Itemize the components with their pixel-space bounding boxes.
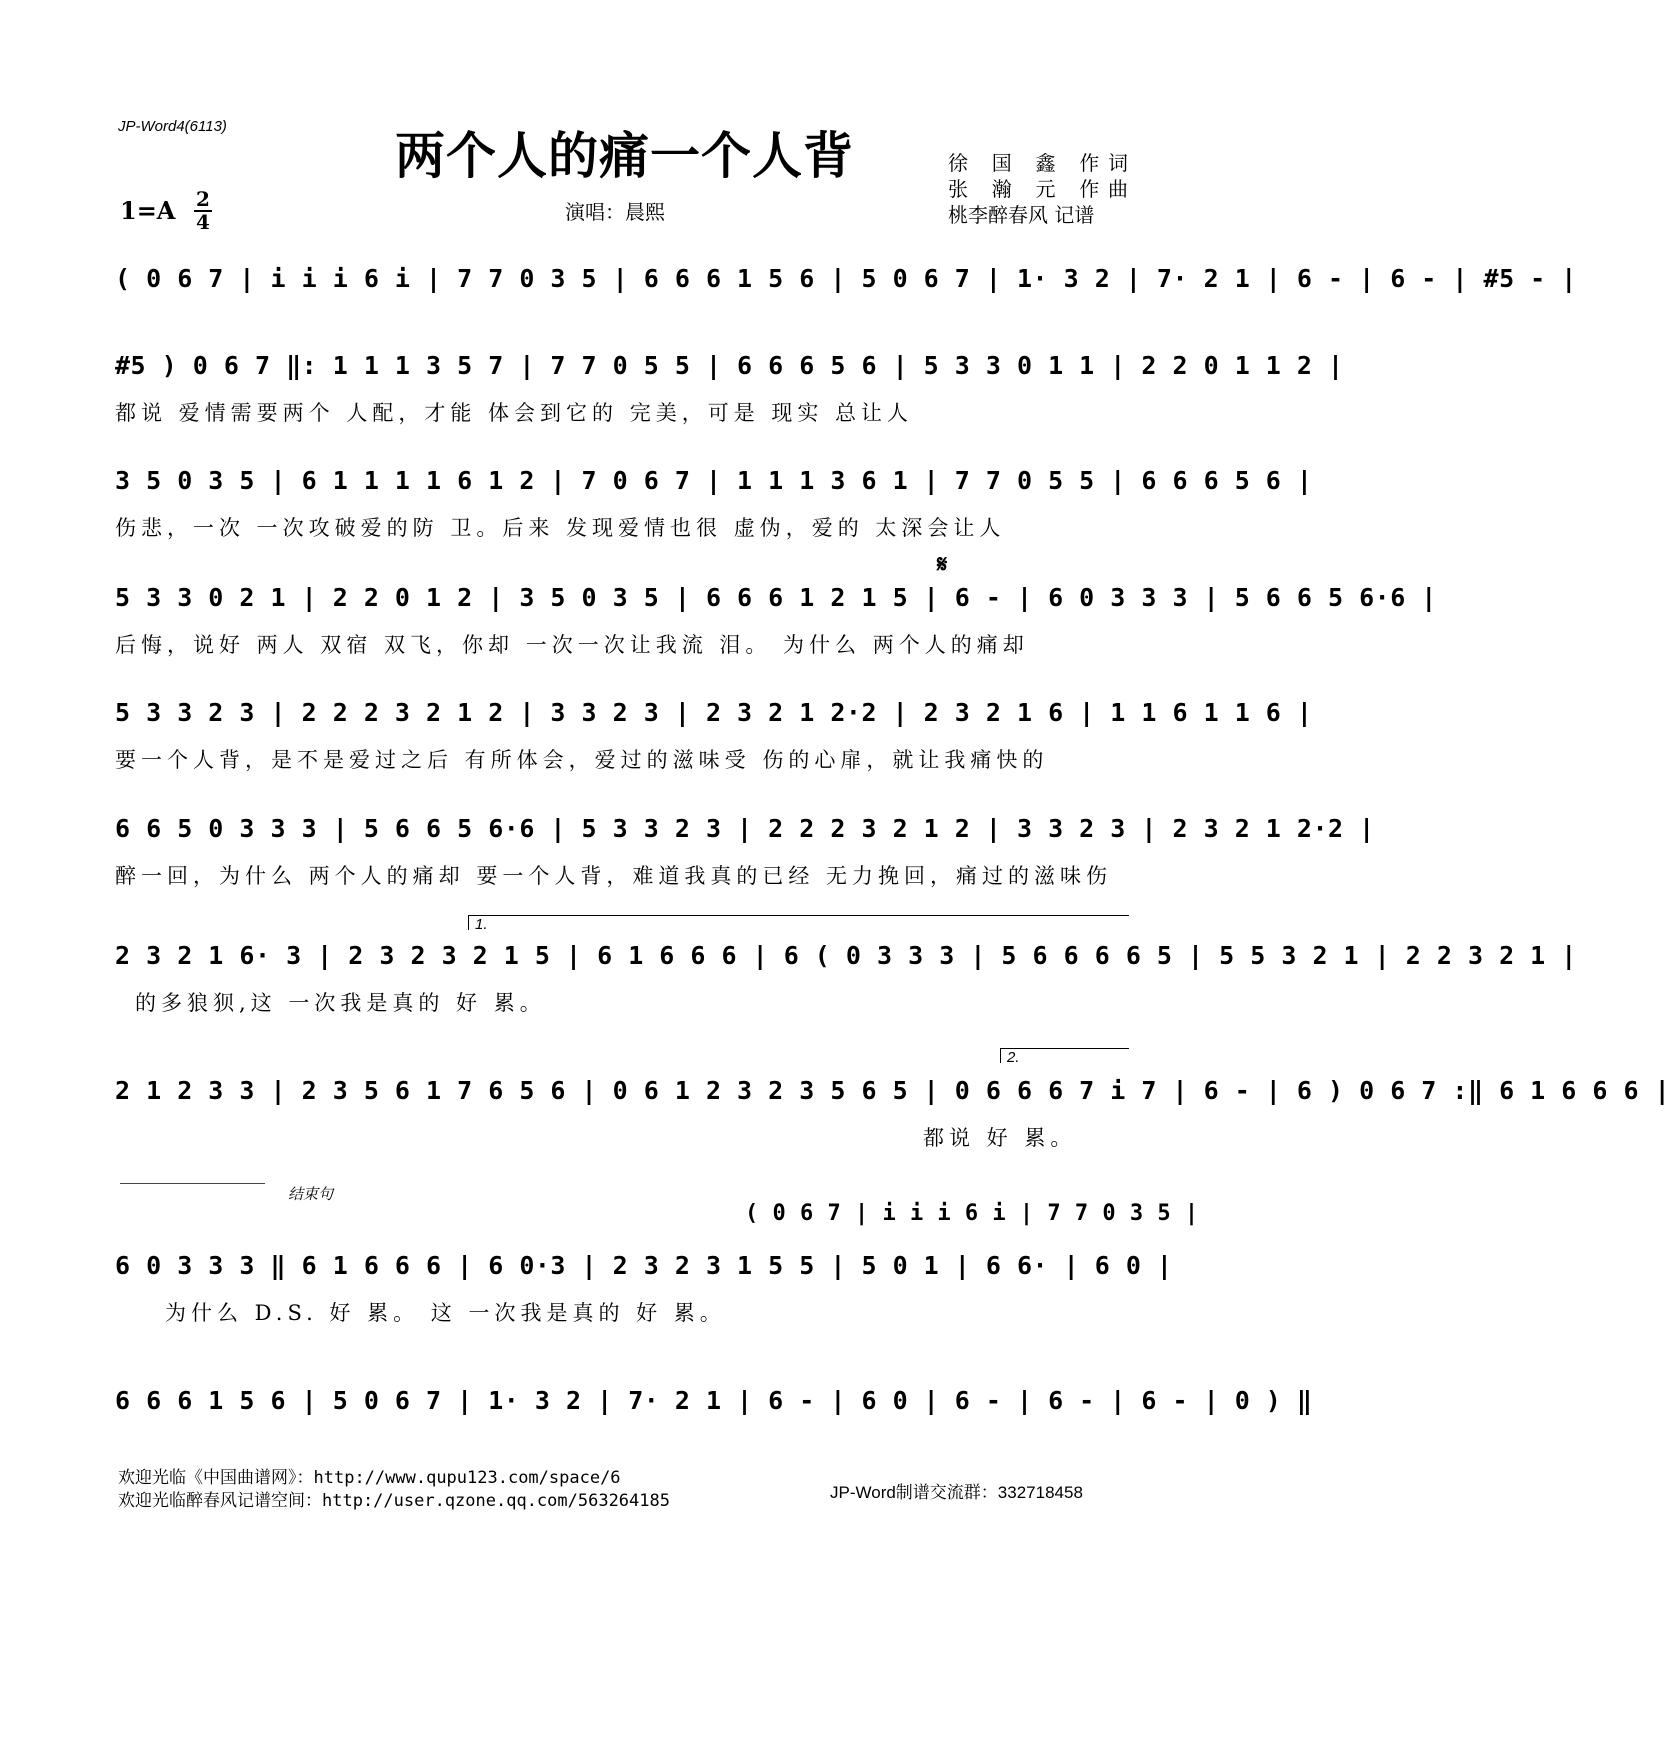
notation-line: #5 ) 0 6 7 ‖: 1 1 1 3 5 7 | 7 7 0 5 5 | 6 6 6 5 6 | 5 3 3 0 1 1 | 2 2 0 1 1 2 | <box>115 351 1344 380</box>
score-system-4 <box>115 577 1437 662</box>
score-system-3 <box>115 460 1313 545</box>
key-signature: 1=A <box>120 196 176 225</box>
song-title: 两个人的痛一个人背 <box>395 126 854 185</box>
lyrics-line: 都说 爱情需要两个 人配，才能 体会到它的 完美，可是 现实 总让人 <box>115 401 914 425</box>
volta-label-1: 1. <box>475 916 488 933</box>
score-system-10 <box>115 1245 1173 1330</box>
coda-divider <box>120 1183 265 1184</box>
notation-line: 6 6 5 0 3 3 3 | 5 6 6 5 6·6 | 5 3 3 2 3 | 2 2 2 3 2 1 2 | 3 3 2 3 | 2 3 2 1 2·2 | <box>115 814 1375 843</box>
score-system-11 <box>115 1380 1313 1423</box>
lyrics-line: 后悔，说好 两人 双宿 双飞，你却 一次一次让我流 泪。 为什么 两个人的痛却 <box>115 633 1029 657</box>
score-system-5 <box>115 692 1313 777</box>
score-system-1 <box>115 258 1577 301</box>
ending-section-label: 结束句 <box>288 1186 334 1203</box>
footer-group: JP-Word制谱交流群：332718458 <box>830 1483 1083 1502</box>
notation-line: 6 0 3 3 3 ‖ 6 1 6 6 6 | 6 0·3 | 2 3 2 3 1 5 5 | 5 0 1 | 6 6· | 6 0 | <box>115 1251 1173 1280</box>
software-tag: JP-Word4(6113) <box>118 118 227 135</box>
lyrics-line: 醉一回，为什么 两个人的痛却 要一个人背，难道我真的已经 无力挽回，痛过的滋味伤 <box>115 864 1113 888</box>
notation-line: 3 5 0 3 5 | 6 1 1 1 1 6 1 2 | 7 0 6 7 | 1 1 1 3 6 1 | 7 7 0 5 5 | 6 6 6 5 6 | <box>115 466 1313 495</box>
transcriber-credit: 桃李醉春风 记谱 <box>948 203 1095 227</box>
lyricist-credit: 徐 国 鑫 作词 <box>948 151 1128 175</box>
notation-line: 5 3 3 2 3 | 2 2 2 3 2 1 2 | 3 3 2 3 | 2 3 2 1 2·2 | 2 3 2 1 6 | 1 1 6 1 1 6 | <box>115 698 1313 727</box>
lyrics-line: 伤悲，一次 一次攻破爱的防 卫。后来 发现爱情也很 虚伪，爱的 太深会让人 <box>115 516 1006 540</box>
volta-label-2: 2. <box>1007 1049 1020 1066</box>
time-signature <box>192 187 214 234</box>
score-system-2 <box>115 345 1344 430</box>
lyrics-line: 都说 好 累。 <box>923 1126 1077 1150</box>
volta-bracket-1 <box>468 915 1129 933</box>
notation-line: ( 0 6 7 | i i i 6 i | 7 7 0 3 5 | 6 6 6 1 5 6 | 5 0 6 7 | 1· 3 2 | 7· 2 1 | 6 - | 6 - | #5 - | <box>115 264 1577 293</box>
time-sig-bottom: 4 <box>196 210 210 234</box>
performer: 演唱：晨熙 <box>565 200 665 224</box>
notation-line: ( 0 6 7 | i i i 6 i | 7 7 0 3 5 | <box>745 1201 1199 1226</box>
lyrics-line: 的多狼狈,这 一次我是真的 好 累。 <box>135 991 546 1015</box>
segno-sign: 𝄋 <box>937 550 948 578</box>
credits-block <box>948 150 1128 228</box>
volta-bracket-2 <box>1000 1048 1129 1066</box>
lyrics-line: 为什么 D.S. 好 累。 这 一次我是真的 好 累。 <box>165 1301 726 1325</box>
lyrics-line: 要一个人背，是不是爱过之后 有所体会，爱过的滋味受 伤的心扉，就让我痛快的 <box>115 748 1049 772</box>
notation-line: 2 1 2 3 3 | 2 3 5 6 1 7 6 5 6 | 0 6 1 2 3 2 3 5 6 5 | 0 6 6 6 7 i 7 | 6 - | 6 ) 0 6 7 :‖ 6 1 6 6 6 | <box>115 1076 1670 1105</box>
score-system-8 <box>115 1070 1670 1155</box>
time-sig-top: 2 <box>196 187 210 211</box>
footer-links <box>118 1467 670 1513</box>
score-system-7 <box>115 935 1577 1020</box>
notation-line: 2 3 2 1 6· 3 | 2 3 2 3 2 1 5 | 6 1 6 6 6 | 6 ( 0 3 3 3 | 5 6 6 6 6 5 | 5 5 3 2 1 | 2 2 3 2 1 | <box>115 941 1577 970</box>
footer-link-1: 欢迎光临《中国曲谱网》：http://www.qupu123.com/space/6 <box>118 1468 621 1488</box>
score-system-9 <box>745 1193 1199 1236</box>
composer-credit: 张 瀚 元 作曲 <box>948 177 1128 201</box>
notation-line: 5 3 3 0 2 1 | 2 2 0 1 2 | 3 5 0 3 5 | 6 6 6 1 2 1 5 | 6 - | 6 0 3 3 3 | 5 6 6 5 6·6 | <box>115 583 1437 612</box>
score-system-6 <box>115 808 1375 893</box>
notation-line: 6 6 6 1 5 6 | 5 0 6 7 | 1· 3 2 | 7· 2 1 | 6 - | 6 0 | 6 - | 6 - | 6 - | 0 ) ‖ <box>115 1386 1313 1415</box>
footer-link-2: 欢迎光临醉春风记谱空间：http://user.qzone.qq.com/563264185 <box>118 1491 670 1511</box>
